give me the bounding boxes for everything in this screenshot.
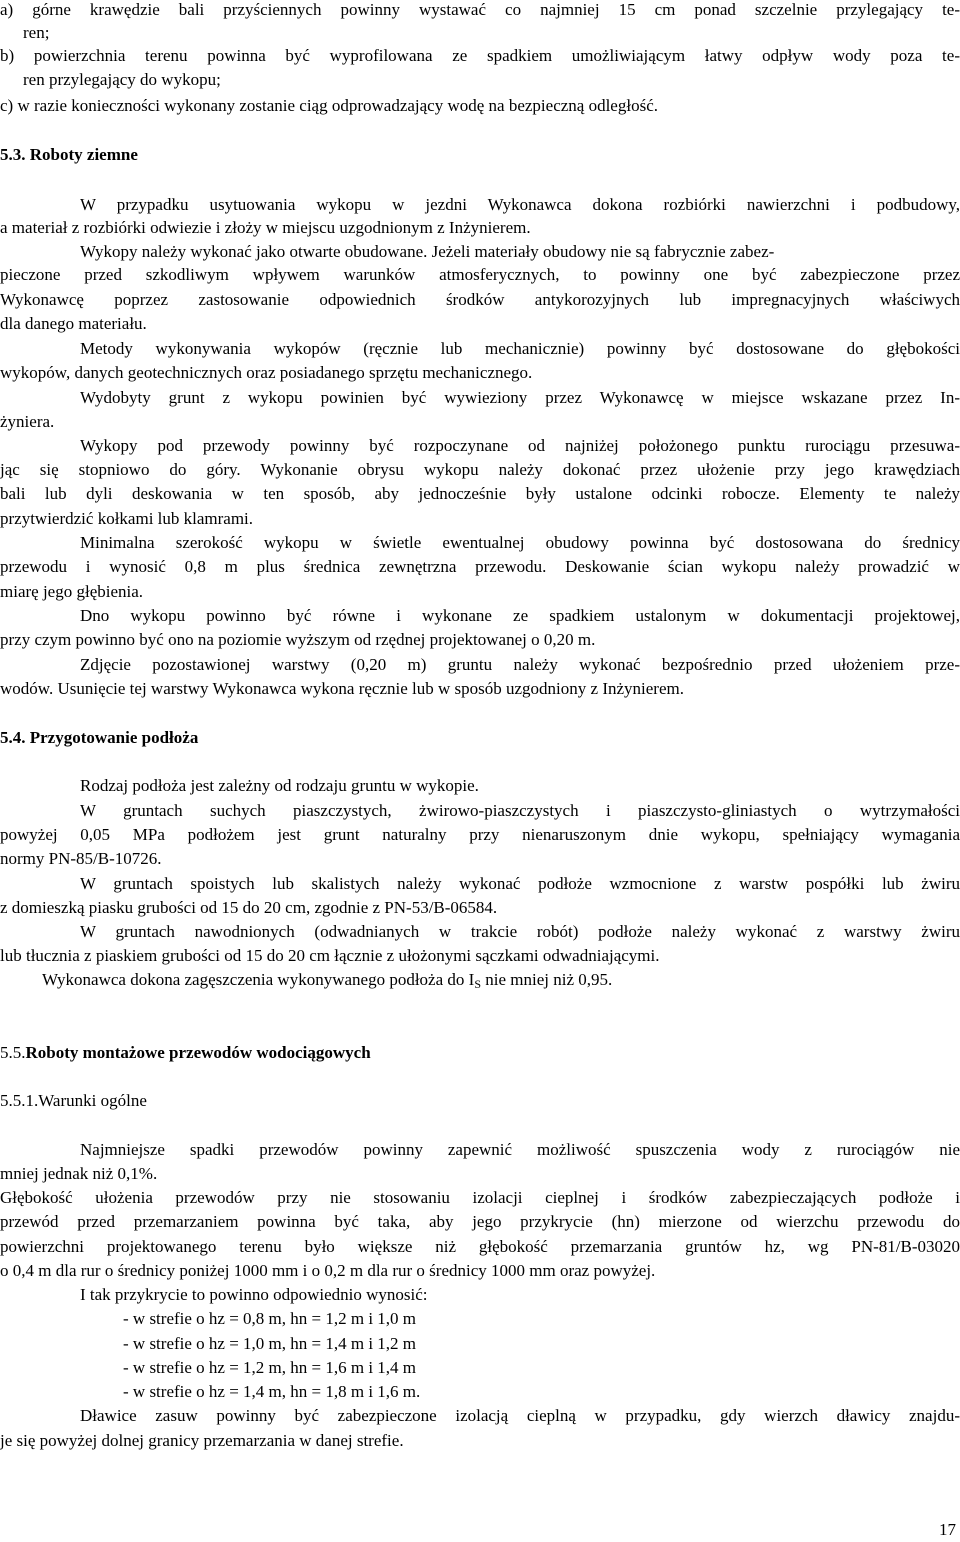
paragraph-line: dla danego materiału.: [0, 314, 147, 333]
paragraph-line: przewodu i wynosić 0,8 m plus średnica zewnętrzna przewodu. Deskowanie ścian wykopu należy prowadzić w: [0, 557, 960, 576]
paragraph-line: powyżej 0,05 MPa podłożem jest grunt naturalny przy nienaruszonym dnie wykopu, spełniający wymagania: [0, 825, 960, 844]
paragraph-line: z domieszką piasku grubości od 15 do 20 cm, zgodnie z PN-53/B-06584.: [0, 898, 498, 917]
section-title: Roboty montażowe przewodów wodociągowych: [25, 1043, 371, 1062]
paragraph-line: Najmniejsze spadki przewodów powinny zapewnić możliwość spuszczenia wody z rurociągów nie: [80, 1140, 960, 1159]
paragraph-line: Metody wykonywania wykopów (ręcznie lub mechanicznie) powinny być dostosowane do głębokości: [80, 339, 960, 358]
paragraph-line: a materiał z rozbiórki odwiezie i złoży w miejscu uzgodnionym z Inżynierem.: [0, 218, 531, 237]
paragraph-line: o 0,4 m dla rur o średnicy poniżej 1000 mm i o 0,2 m dla rur o średnicy 1000 mm oraz powyżej.: [0, 1261, 656, 1280]
paragraph-line: bali lub dyli deskowania w ten sposób, aby jednocześnie były ustalone odcinki robocze. Elementy te należy: [0, 484, 960, 503]
paragraph-line: W gruntach nawodnionych (odwadnianych w trakcie robót) podłoże należy wykonać z warstwy żwiru: [80, 922, 960, 941]
paragraph-line: jąc się stopniowo do góry. Wykonanie obrysu wykopu należy dokonać przez ułożenie przy jego krawędziach: [0, 460, 960, 479]
paragraph-line: przy czym powinno być ono na poziomie wyższym od rzędnej projektowanej o 0,20 m.: [0, 630, 596, 649]
paragraph-line: Dławice zasuw powinny być zabezpieczone izolacją cieplną w przypadku, gdy wierzch dławicy znajdu-: [80, 1406, 960, 1425]
paragraph-line-compaction: [42, 968, 612, 996]
paragraph-line: Minimalna szerokość wykopu w świetle ewentualnej obudowy powinna być dostosowana do średnicy: [80, 533, 960, 552]
paragraph-line: pieczone przed szkodliwym wpływem warunków atmosferycznych, to powinny one być zabezpieczone przez: [0, 265, 960, 284]
paragraph-line: W przypadku usytuowania wykopu w jezdni Wykonawca dokona rozbiórki nawierzchni i podbudowy,: [80, 195, 960, 214]
paragraph-line: Wykopy należy wykonać jako otwarte obudowane. Jeżeli materiały obudowy nie są fabrycznie zabez-: [80, 242, 775, 261]
paragraph-line: Dno wykopu powinno być równe i wykonane ze spadkiem ustalonym w dokumentacji projektowej,: [80, 606, 960, 625]
paragraph-line: lub tłucznia z piaskiem grubości od 15 do 20 cm łącznie z ułożonymi sączkami odwadniającymi.: [0, 946, 660, 965]
paragraph-line: Głębokość ułożenia przewodów przy nie stosowaniu izolacji cieplnej i środków zabezpieczających podłoże i: [0, 1188, 960, 1207]
paragraph-line: Rodzaj podłoża jest zależny od rodzaju gruntu w wykopie.: [80, 776, 479, 795]
paragraph-line: wodów. Usunięcie tej warstwy Wykonawca wykona ręcznie lub w sposób uzgodniony z Inżynierem.: [0, 679, 684, 698]
section-heading-5-5: [0, 1041, 960, 1065]
list-item: - w strefie o hz = 0,8 m, hn = 1,2 m i 1,0 m: [123, 1309, 417, 1328]
paragraph-line: W gruntach suchych piaszczystych, żwirowo-piaszczystych i piaszczysto-gliniastych o wytrzymałości: [80, 801, 960, 820]
list-item-a: a) górne krawędzie bali przyściennych powinny wystawać co najmniej 15 cm ponad szczelnie przylegający te-: [0, 0, 960, 19]
paragraph-line: Wykopy pod przewody powinny być rozpoczynane od najniżej położonego punktu rurociągu przesuwa-: [80, 436, 960, 455]
paragraph-line: powierzchni projektowanego terenu było większe niż głębokość przemarzania gruntów hz, wg PN-81/B-03020: [0, 1237, 960, 1256]
paragraph-line: przytwierdzić kołkami lub klamrami.: [0, 509, 254, 528]
paragraph-line: Zdjęcie pozostawionej warstwy (0,20 m) gruntu należy wykonać bezpośrednio przed ułożeniem prze-: [80, 655, 960, 674]
subsection-heading-5-5-1: 5.5.1.Warunki ogólne: [0, 1091, 147, 1110]
paragraph-line: przewód przed przemarzaniem powinna być taka, aby jego przykrycie (hn) mierzone od wierzchu przewodu do: [0, 1212, 960, 1231]
list-item: - w strefie o hz = 1,2 m, hn = 1,6 m i 1,4 m: [123, 1358, 417, 1377]
section-heading-5-3: 5.3. Roboty ziemne: [0, 145, 138, 164]
paragraph-line: I tak przykrycie to powinno odpowiednio wynosić:: [80, 1285, 428, 1304]
paragraph-line: żyniera.: [0, 412, 55, 431]
paragraph-line: Wykonawcę poprzez zastosowanie odpowiednich środków antykorozyjnych lub impregnacyjnych właściwych: [0, 290, 960, 309]
compaction-subscript: S: [474, 977, 481, 991]
paragraph-line: normy PN-85/B-10726.: [0, 849, 162, 868]
list-item: - w strefie o hz = 1,0 m, hn = 1,4 m i 1,2 m: [123, 1334, 417, 1353]
list-item-b-cont: ren przylegający do wykopu;: [23, 70, 221, 89]
paragraph-line: mniej jednak niż 0,1%.: [0, 1164, 158, 1183]
list-item-a-cont: ren;: [23, 23, 50, 42]
section-number: 5.5.: [0, 1043, 26, 1062]
list-item: - w strefie o hz = 1,4 m, hn = 1,8 m i 1,6 m.: [123, 1382, 421, 1401]
list-item-c: c) w razie konieczności wykonany zostanie ciąg odprowadzający wodę na bezpieczną odległość.: [0, 96, 658, 115]
paragraph-line: W gruntach spoistych lub skalistych należy wykonać podłoże wzmocnione z warstw pospółki lub żwiru: [80, 874, 960, 893]
paragraph-line: wykopów, danych geotechnicznych oraz posiadanego sprzętu mechanicznego.: [0, 363, 533, 382]
paragraph-line: Wydobyty grunt z wykopu powinien być wywieziony przez Wykonawcę w miejsce wskazane przez In-: [80, 388, 960, 407]
paragraph-line: je się powyżej dolnej granicy przemarzania w danej strefie.: [0, 1431, 404, 1450]
section-heading-5-4: 5.4. Przygotowanie podłoża: [0, 728, 199, 747]
compaction-text: Wykonawca dokona zagęszczenia wykonywanego podłoża do I: [42, 970, 475, 989]
list-item-b: b) powierzchnia terenu powinna być wyprofilowana ze spadkiem umożliwiającym łatwy odpływ wody poza te-: [0, 46, 960, 65]
paragraph-line: miarę jego głębienia.: [0, 582, 144, 601]
compaction-text-end: nie mniej niż 0,95.: [481, 970, 613, 989]
page-number: 17: [939, 1520, 956, 1539]
